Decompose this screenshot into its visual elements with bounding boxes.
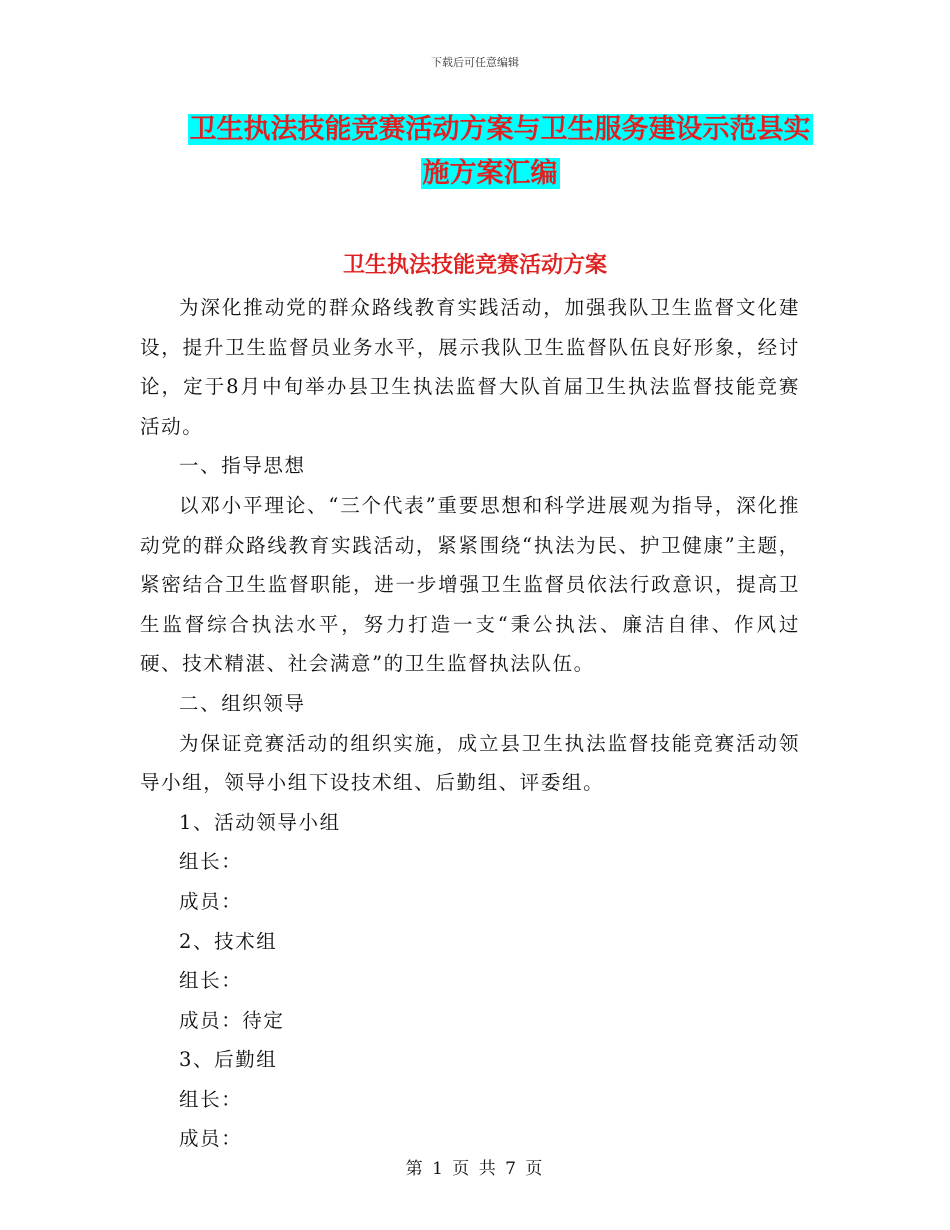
- paragraph: 以邓小平理论、“三个代表”重要思想和科学进展观为指导，深化推动党的群众路线教育实践活动，紧紧围绕“执法为民、护卫健康”主题，紧密结合卫生监督职能，进一步增强卫生监督员依法行政意识，提高卫生监督综合执法水平，努力打造一支“秉公执法、廉洁自律、作风过硬、技术精湛、社会满意”的卫生监督执法队伍。: [140, 493, 800, 676]
- list-item: 组长：: [179, 1087, 243, 1111]
- section-title: 卫生执法技能竞赛活动方案: [342, 252, 607, 278]
- document-body: [140, 288, 800, 1159]
- main-title-line1-text: 卫生执法技能竞赛活动方案与卫生服务建设示范县实: [189, 114, 811, 145]
- list-item: 成员：待定: [179, 1008, 285, 1032]
- main-title-line1: [170, 110, 830, 149]
- list-item: 1、活动领导小组: [179, 810, 341, 834]
- paragraph: 为深化推动党的群众路线教育实践活动，加强我队卫生监督文化建设，提升卫生监督员业务水平，展示我队卫生监督队伍良好形象，经讨论，定于8月中旬举办县卫生执法监督大队首届卫生执法监督技能竞赛活动。: [140, 296, 800, 438]
- main-title-line2-text: 施方案汇编: [422, 158, 558, 189]
- list-item: 组长：: [179, 969, 243, 993]
- main-title-line2: [140, 154, 840, 193]
- list-item: 2、技术组: [179, 929, 278, 953]
- heading-organization: 二、组织领导: [179, 691, 306, 715]
- header-note: 下载后可任意编辑: [431, 56, 519, 69]
- list-item: 成员：: [179, 1127, 243, 1151]
- paragraph: 为保证竞赛活动的组织实施，成立县卫生执法监督技能竞赛活动领导小组，领导小组下设技术组、后勤组、评委组。: [140, 731, 800, 795]
- heading-guiding-ideology: 一、指导思想: [179, 454, 306, 478]
- page-footer: 第 1 页 共 7 页: [405, 1159, 545, 1179]
- list-item: 组长：: [179, 850, 243, 874]
- list-item: 成员：: [179, 889, 243, 913]
- list-item: 3、后勤组: [179, 1048, 278, 1072]
